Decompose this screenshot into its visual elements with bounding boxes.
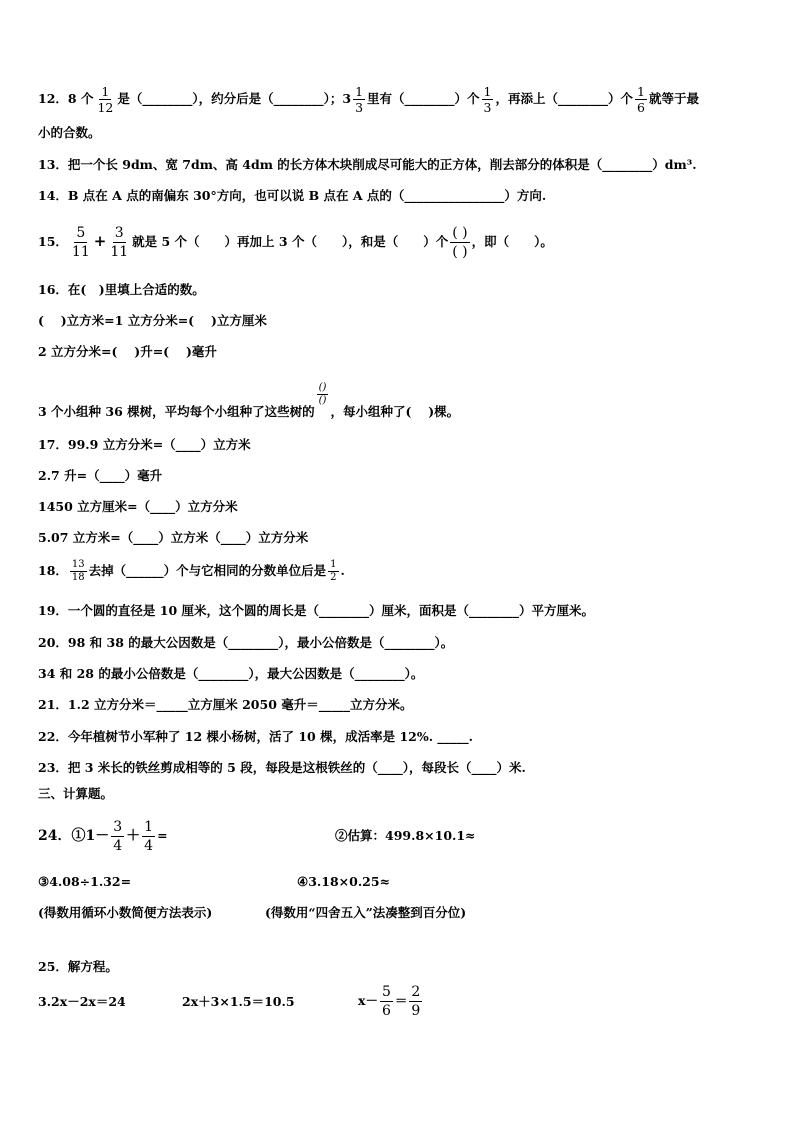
fraction-1-12: $\frac{1}{12}$	[97, 84, 114, 115]
fraction-13-18: $\frac{13}{18}$	[71, 559, 85, 583]
question-25-title: 25．解方程。	[38, 959, 118, 974]
question-20-line1: 20．98 和 38 的最大公因数是（________），最小公倍数是（________）。	[38, 635, 454, 650]
question-15: 15． $\frac{5}{11}$ + $\frac{3}{11}$ 就是 5 个（ ）再加上 3 个（ ），和是（ ）个 $\frac{( )}{( )}$ ，即（ ）。	[38, 225, 553, 260]
question-25-equation2: 2x＋3×1.5＝10.5	[182, 994, 295, 1009]
fraction-blank-small: $\frac{()}{()}$	[318, 382, 327, 406]
fraction-3-4: $\frac{3}{4}$	[113, 819, 123, 854]
fraction-blank: $\frac{( )}{( )}$	[452, 225, 468, 260]
fraction-1-3-b: $\frac{1}{3}$	[483, 84, 492, 115]
question-14: 14．B 点在 A 点的南偏东 30°方向，也可以说 B 点在 A 点的（________________）方向.	[38, 188, 547, 203]
question-24-note2: (得数用“四舍五入”法凑整到百分位)	[265, 905, 467, 920]
question-16-line1: ( )立方米=1 立方分米=( )立方厘米	[38, 313, 267, 328]
fraction-5-11: $\frac{5}{11}$	[71, 225, 90, 260]
question-24-part3: ③4.08÷1.32=	[38, 874, 132, 889]
question-20-line2: 34 和 28 的最小公倍数是（________），最大公因数是（________）。	[38, 666, 424, 681]
fraction-1-2: $\frac{1}{2}$	[330, 559, 337, 583]
fraction-5-6: $\frac{5}{6}$	[381, 984, 391, 1019]
question-16-title: 16．在( )里填上合适的数。	[38, 282, 205, 297]
fraction-3-11: $\frac{3}{11}$	[110, 225, 129, 260]
question-17-line2: 2.7 升=（____）毫升	[38, 468, 163, 483]
fraction-1-4: $\frac{1}{4}$	[144, 819, 154, 854]
question-25-equation1: 3.2x－2x＝24	[38, 994, 126, 1009]
fraction-1-6: $\frac{1}{6}$	[637, 84, 645, 115]
question-19: 19．一个圆的直径是 10 厘米，这个圆的周长是（________）厘米，面积是（________）平方厘米。	[38, 603, 594, 618]
q12-text-d: ，再添上（________）个	[495, 91, 633, 106]
question-17-line1: 17．99.9 立方分米=（____）立方米	[38, 437, 251, 452]
q12-text-b: 是（________），约分后是（________）；3	[117, 91, 352, 106]
question-12-line2: 小的合数。	[38, 125, 101, 140]
question-13: 13．把一个长 9dm、宽 7dm、高 4dm 的长方体木块削成尽可能大的正方体，削去部分的体积是（________）dm³.	[38, 157, 697, 172]
question-21: 21．1.2 立方分米＝_____立方厘米 2050 毫升＝_____立方分米。	[38, 697, 413, 712]
question-24-part4: ④3.18×0.25≈	[297, 874, 391, 889]
question-16-line2: 2 立方分米=( )升=( )毫升	[38, 344, 217, 359]
question-17-line4: 5.07 立方米=（____）立方米（____）立方分米	[38, 530, 309, 545]
question-23: 23．把 3 米长的铁丝剪成相等的 5 段，每段是这根铁丝的（____），每段长（____）米.	[38, 760, 526, 775]
question-12	[38, 84, 699, 115]
question-16-line3: 3 个小组种 36 棵树，平均每个小组种了这些树的 $\frac{()}{()}$ ，每小组种了( )棵。	[38, 382, 460, 419]
q12-text-c: 里有（________）个	[367, 91, 480, 106]
question-24-part2: ②估算：499.8×10.1≈	[335, 828, 476, 843]
question-24-part1: 24．①1－ $\frac{3}{4}$ ＋ $\frac{1}{4}$ =	[38, 819, 168, 854]
question-25-equation3: x－ $\frac{5}{6}$ ＝ $\frac{2}{9}$	[358, 984, 421, 1019]
question-22: 22．今年植树节小军种了 12 棵小杨树，活了 10 棵，成活率是 12%. _____.	[38, 729, 474, 744]
q12-text-e: 就等于最	[648, 91, 699, 106]
q12-text-a: 12．8 个	[38, 91, 94, 106]
question-18: 18． $\frac{13}{18}$ 去掉（______）个与它相同的分数单位后是 $\frac{1}{2}$ .	[38, 559, 345, 583]
question-24-note1: (得数用循环小数简便方法表示)	[38, 905, 213, 920]
fraction-2-9: $\frac{2}{9}$	[411, 984, 421, 1019]
question-17-line3: 1450 立方厘米=（____）立方分米	[38, 499, 238, 514]
fraction-1-3-a: $\frac{1}{3}$	[355, 84, 364, 115]
section-3-heading: 三、计算题。	[38, 786, 114, 801]
